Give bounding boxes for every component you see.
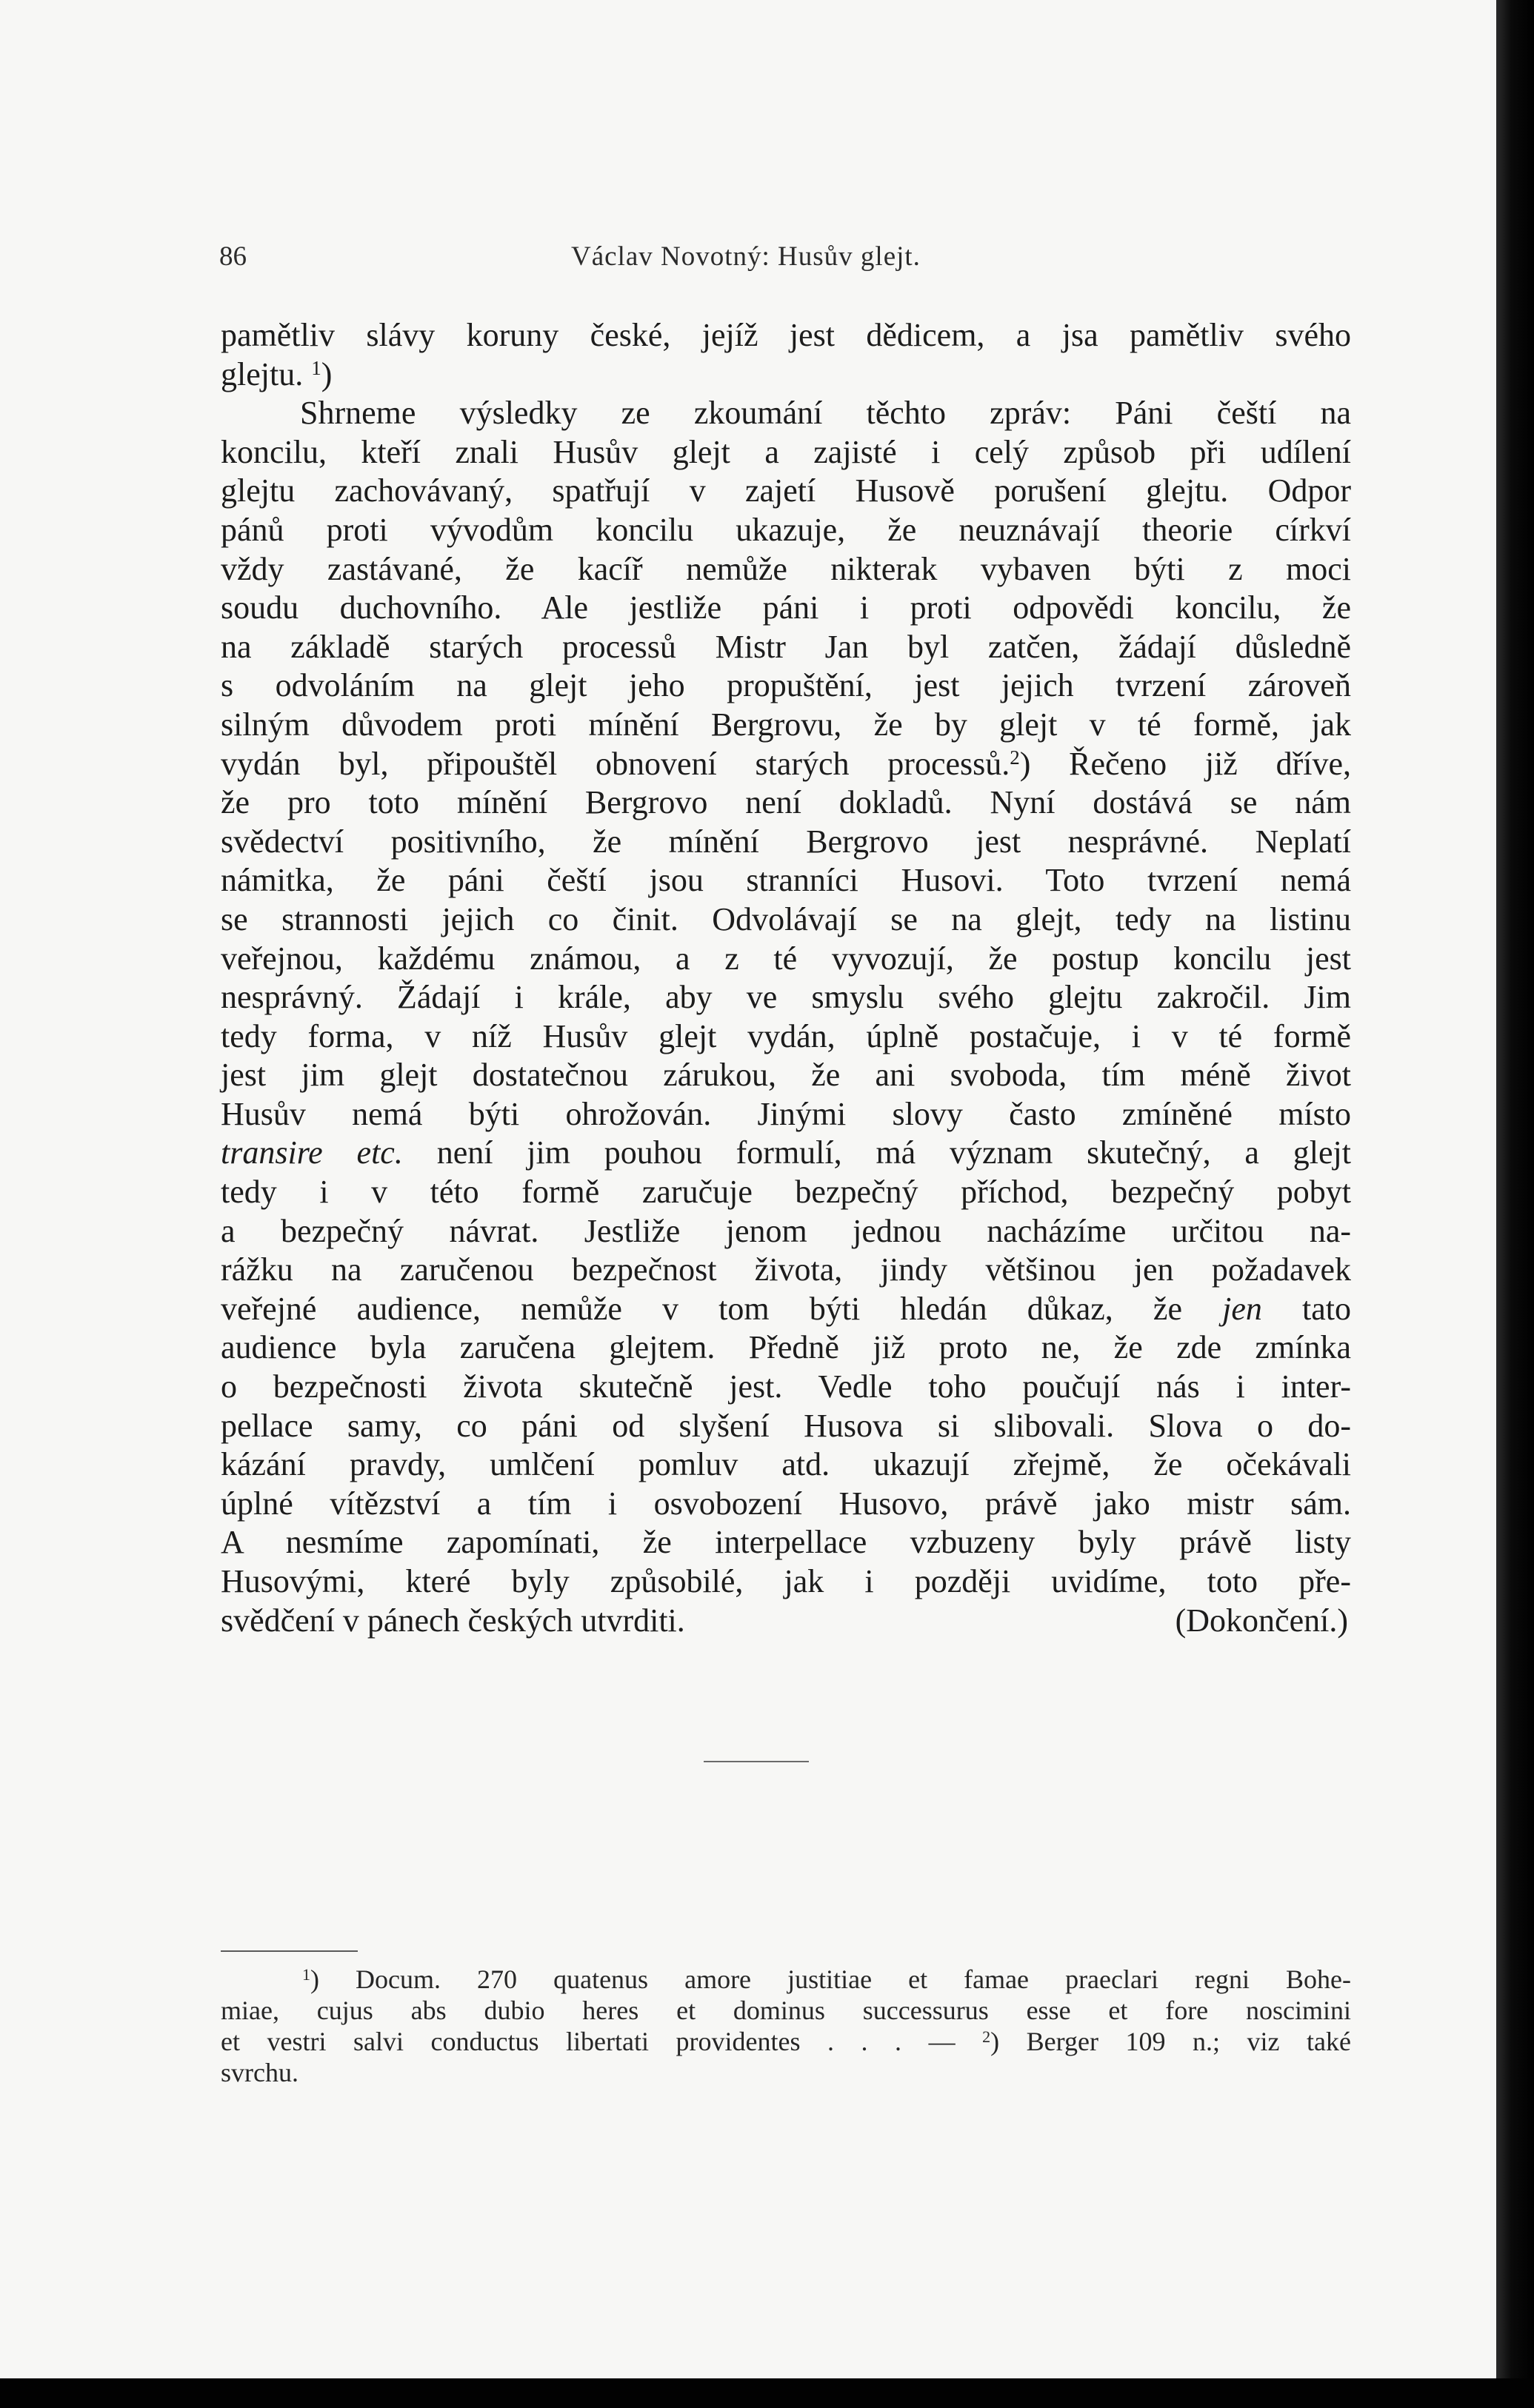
text-line: nesprávný. Žádají i krále, aby ve smyslu svého glejtu zakročil. Jim [221,979,1351,1016]
text-line: kázání pravdy, umlčení pomluv atd. ukazují zřejmě, že očekávali [221,1446,1351,1483]
text-line: svědectví positivního, že mínění Bergrovo jest nesprávné. Neplatí [221,823,1351,860]
running-head [219,241,1353,285]
text-line: svědčení v pánech českých utvrditi. (Dokončení.) [221,1602,1351,1641]
text-line: jest jim glejt dostatečnou zárukou, že ani svoboda, tím méně život [221,1057,1351,1094]
text-line: se strannosti jejich co činit. Odvolávají se na glejt, tedy na listinu [221,900,1351,937]
footnote-marker: 1 [302,1965,310,1984]
footnote-marker: 2 [982,2027,991,2046]
footnote-line: $^1$) Docum. 270 quatenus amore justitiae et famae praeclari regni Bohe- [302,1964,1351,1994]
text-line: s odvoláním na glejt jeho propuštění, jest jejich tvrzení zároveň [221,667,1351,704]
text-line: audience byla zaručena glejtem. Předně již proto ne, že zde zmínka [221,1329,1351,1366]
text-line: veřejnou, každému známou, a z té vyvozují, že postup koncilu jest [221,940,1351,977]
text-line: námitka, že páni čeští jsou stranníci Husovi. Toto tvrzení nemá [221,862,1351,899]
text-line: o bezpečnosti života skutečně jest. Vedle toho poučují nás i inter- [221,1368,1351,1405]
text-line: tedy i v této formě zaručuje bezpečný příchod, bezpečný pobyt [221,1174,1351,1211]
text-line: pamětliv slávy koruny české, jejíž jest dědicem, a jsa pamětliv svého [221,317,1351,353]
scan-edge-right [1496,0,1534,2408]
text-line: tedy forma, v níž Husův glejt vydán, úplně postačuje, i v té formě [221,1017,1351,1054]
text-line: Shrneme výsledky ze zkoumání těchto zpráv: Páni čeští na [300,395,1351,432]
text-line: pánů proti vývodům koncilu ukazuje, že neuznávají theorie církví [221,511,1351,548]
text-line: úplné vítězství a tím i osvobození Husovo, právě jako mistr sám. [221,1485,1351,1522]
text-line: veřejné audience, nemůže v tom býti hledán důkaz, že jen tato [221,1290,1352,1327]
text-line: koncilu, kteří znali Husův glejt a zajisté i celý způsob při udílení [221,433,1351,470]
text-line: vydán byl, připouštěl obnovení starých processů.$^2$) Řečeno již dříve, [221,745,1351,782]
scan-edge-bottom [0,2378,1534,2408]
text-line: pellace samy, co páni od slyšení Husova si slibovali. Slova o do- [221,1407,1351,1444]
footnote-ref: 2 [1010,746,1020,769]
text-line: Husův nemá býti ohrožován. Jinými slovy často zmíněné místo [221,1095,1351,1132]
text-line: vždy zastávané, že kacíř nemůže nikterak vybaven býti z moci [221,550,1351,587]
text-line: rážku na zaručenou bezpečnost života, jindy většinou jen požadavek [221,1251,1351,1288]
text-line: transire etc. není jim pouhou formulí, má význam skutečný, a glejt [221,1134,1351,1171]
footnote-line: et vestri salvi conductus libertati providentes . . . — $^2$) Berger 109 n.; viz také [221,2027,1351,2056]
text-line: silným důvodem proti mínění Bergrovu, že by glejt v té formě, jak [221,706,1351,743]
section-separator [704,1761,809,1762]
text-line: glejtu zachovávaný, spatřují v zajetí Husově porušení glejtu. Odpor [221,472,1351,509]
footnote-line: svrchu. [221,2058,299,2087]
body-text [221,316,1351,1640]
text-line: soudu duchovního. Ale jestliže páni i proti odpovědi koncilu, že [221,589,1351,626]
text-line: glejtu. $^1$) [221,355,333,392]
text-line: na základě starých processů Mistr Jan byl zatčen, žádají důsledně [221,628,1351,665]
footnote-rule [221,1950,358,1952]
footnote-ref: 1 [311,356,321,379]
text-line: A nesmíme zapomínati, že interpellace vzbuzeny byly právě listy [221,1524,1351,1561]
closing-note: (Dokončení.) [1175,1602,1348,1639]
text-line: a bezpečný návrat. Jestliže jenom jednou nacházíme určitou na- [221,1212,1351,1249]
text-line: Husovými, které byly způsobilé, jak i později uvidíme, toto pře- [221,1563,1351,1599]
footnotes [221,1964,1351,2088]
running-title: Václav Novotný: Husův glejt. [571,241,921,272]
footnote-line: miae, cujus abs dubio heres et dominus successurus esse et fore noscimini [221,1996,1351,2025]
text-line: že pro toto mínění Bergrovo není dokladů. Nyní dostává se nám [221,784,1351,821]
page-number: 86 [219,241,247,272]
